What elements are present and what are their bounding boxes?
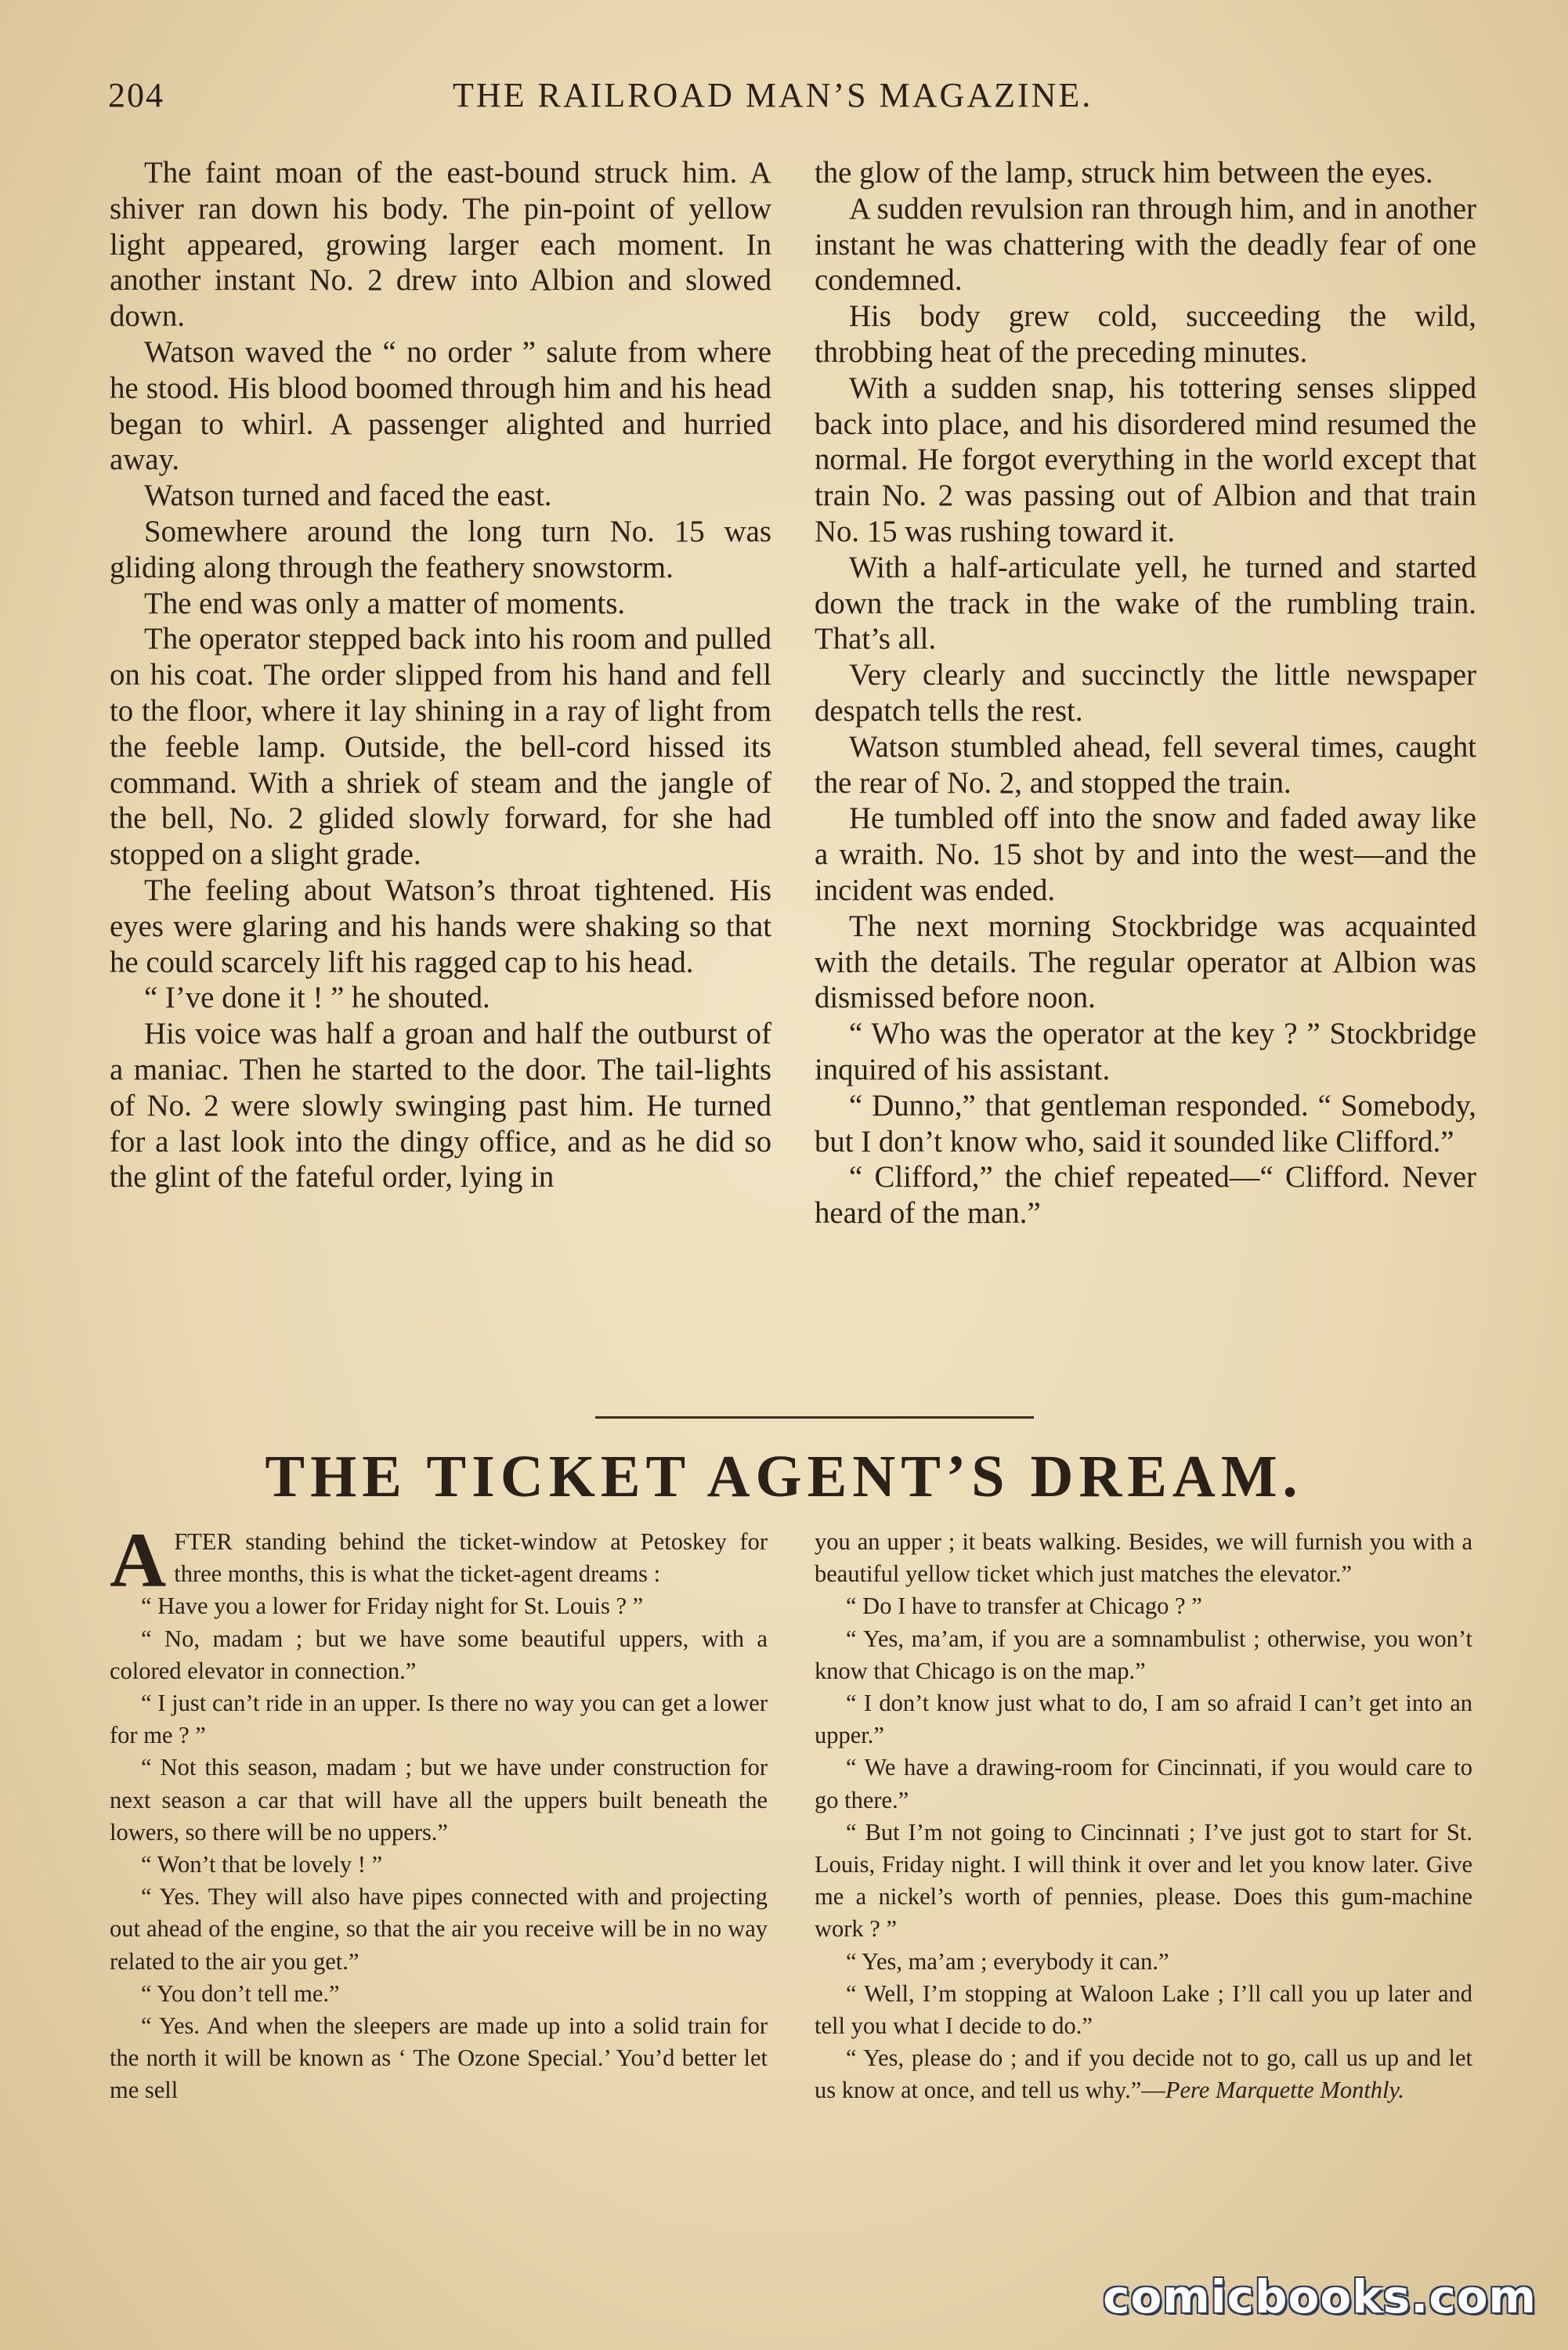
paragraph: The faint moan of the east-bound struck him. A shiver ran down his body. The pin-point of yellow light appeared, growing larger each moment. In another instant No. 2 drew into Albion and slowed down. — [110, 156, 771, 334]
paragraph-continuation: the glow of the lamp, struck him between the eyes. — [815, 156, 1433, 190]
paragraph: The end was only a matter of moments. — [144, 586, 626, 620]
paragraph: “ No, madam ; but we have some beautiful uppers, with a colored elevator in connection.” — [110, 1625, 768, 1684]
paragraph: Watson turned and faced the east. — [144, 479, 552, 513]
opening-paragraph — [110, 1517, 768, 1603]
paragraph: “ Do I have to transfer at Chicago ? ” — [846, 1593, 1202, 1620]
article-title: THE TICKET AGENT’S DREAM. — [265, 1444, 1303, 1509]
paragraph: The operator stepped back into his room and pulled on his coat. The order slipped from his hand and fell to the floor, where it lay shining in a ray of light from the feeble lamp. Outside, the bell-cord hissed its command. With a shriek of steam and the jangle of the bell, No. 2 glided slowly forward, for she had stopped on a slight grade. — [110, 622, 771, 872]
source-credit: Pere Marquette Monthly. — [1165, 2077, 1405, 2104]
site-watermark: comicbooks.com — [1103, 2270, 1537, 2323]
paragraph: “ Yes. They will also have pipes connected with and projecting out ahead of the engine, so that the air you receive will be in no way related to the air you get.” — [110, 1883, 768, 1975]
paragraph: “ Clifford,” the chief repeated—“ Clifford. Never heard of the man.” — [815, 1160, 1476, 1231]
paragraph: “ Dunno,” that gentleman responded. “ Somebody, but I don’t know who, said it sounded like Clifford.” — [815, 1088, 1476, 1159]
paragraph: A sudden revulsion ran through him, and in another instant he was chattering with the deadly fear of one condemned. — [815, 191, 1476, 298]
paragraph: “ You don’t tell me.” — [141, 1979, 340, 2007]
page-number: 204 — [108, 76, 164, 114]
paragraph: His voice was half a groan and half the outburst of a maniac. Then he started to the door. The tail-lights of No. 2 were slowly swinging past him. He turned for a last look into the dingy office, and as he did so the glint of the fateful order, lying in — [110, 1017, 771, 1195]
paragraph: “ Well, I’m stopping at Waloon Lake ; I’ll call you up later and tell you what I decide to do.” — [815, 1979, 1472, 2040]
paragraph: “ But I’m not going to Cincinnati ; I’ve just got to start for St. Louis, Friday night. I will think it over and let you know later. Give me a nickel’s worth of pennies, please. Does this gum-machine work ? ” — [815, 1818, 1472, 1943]
paragraph: “ Have you a lower for Friday night for St. Louis ? ” — [141, 1593, 644, 1620]
paragraph: Very clearly and succinctly the little newspaper despatch tells the rest. — [815, 658, 1476, 728]
paragraph: “ Yes, ma’am, if you are a somnambulist ; otherwise, you won’t know that Chicago is on the map.” — [815, 1625, 1472, 1684]
paragraph: With a sudden snap, his tottering senses slipped back into place, and his disordered mind resumed the normal. He forgot everything in the world except that train No. 2 was passing out of Albion and that train No. 15 was rushing toward it. — [815, 371, 1476, 548]
story1-left-column — [110, 155, 771, 1195]
story2-right-column — [815, 1526, 1472, 2107]
paragraph: Watson stumbled ahead, fell several times, caught the rear of No. 2, and stopped the train. — [815, 729, 1476, 800]
page-header — [108, 75, 1483, 122]
paragraph: With a half-articulate yell, he turned and started down the track in the wake of the rumbling train. That’s all. — [815, 550, 1476, 656]
drop-cap: A — [110, 1517, 167, 1603]
story2-left-column — [110, 1517, 768, 2107]
paragraph: Somewhere around the long turn No. 15 was gliding along through the feathery snowstorm. — [110, 514, 771, 584]
paragraph: Watson waved the “ no order ” salute from where he stood. His blood boomed through him and his head began to whirl. A passenger alighted and hurried away. — [110, 334, 771, 477]
section-divider — [595, 1416, 1034, 1419]
paragraph: The next morning Stockbridge was acquainted with the details. The regular operator at Albion was dismissed before noon. — [815, 909, 1476, 1015]
paragraph: “ Who was the operator at the key ? ” Stockbridge inquired of his assistant. — [815, 1017, 1476, 1086]
closing-text: “ Yes, please do ; and if you decide not to go, call us up and let us know at once, and tell us why.”— — [815, 2044, 1472, 2104]
paragraph: “ I don’t know just what to do, I am so afraid I can’t get into an upper.” — [815, 1690, 1472, 1749]
story1-right-column — [815, 155, 1476, 1231]
paragraph: His body grew cold, succeeding the wild, throbbing heat of the preceding minutes. — [815, 299, 1476, 369]
opening-text: FTER standing behind the ticket-window at Petoskey for three months, this is what the ticket-agent dreams : — [174, 1528, 768, 1588]
paragraph: “ Yes. And when the sleepers are made up into a solid train for the north it will be known as ‘ The Ozone Special.’ You’d better let me sell — [110, 2012, 768, 2104]
paragraph: “ Not this season, madam ; but we have under construction for next season a car that will have all the uppers built beneath the lowers, so there will be no uppers.” — [110, 1754, 768, 1846]
paragraph: “ I’ve done it ! ” he shouted. — [144, 981, 490, 1015]
paragraph: “ We have a drawing-room for Cincinnati, if you would care to go there.” — [815, 1754, 1472, 1813]
paragraph: He tumbled off into the snow and faded away like a wraith. No. 15 shot by and into the west—and the incident was ended. — [815, 801, 1476, 907]
closing-paragraph — [815, 2042, 1472, 2106]
paragraph-continuation: you an upper ; it beats walking. Besides, we will furnish you with a beautiful yellow ticket which just matches the elevator.” — [815, 1528, 1472, 1588]
paragraph: “ Yes, ma’am ; everybody it can.” — [846, 1947, 1169, 1975]
paragraph: The feeling about Watson’s throat tightened. His eyes were glaring and his hands were shaking so that he could scarcely lift his ragged cap to his head. — [110, 873, 771, 979]
running-title: THE RAILROAD MAN’S MAGAZINE. — [453, 76, 1093, 114]
paragraph: “ Won’t that be lovely ! ” — [141, 1851, 383, 1878]
paragraph: “ I just can’t ride in an upper. Is there no way you can get a lower for me ? ” — [110, 1690, 768, 1749]
